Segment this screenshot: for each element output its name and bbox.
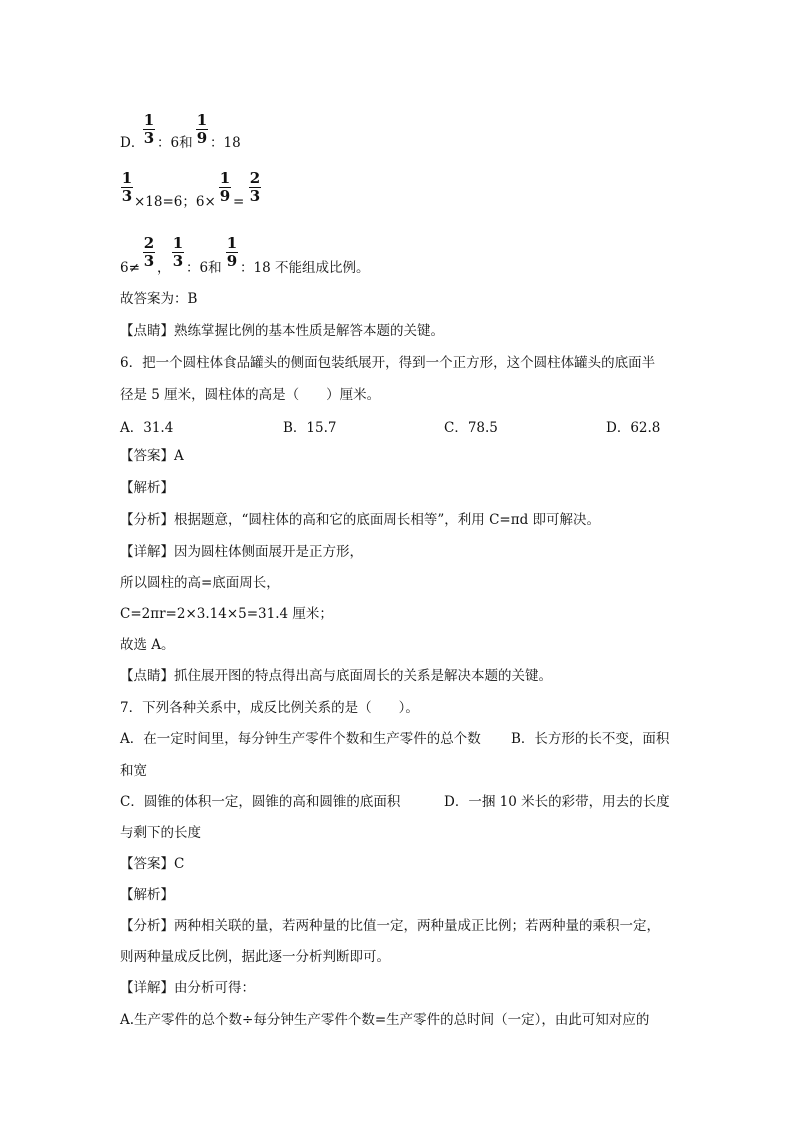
neq-text: ， — [157, 260, 171, 276]
option-c: C．圆锥的体积一定，圆锥的高和圆锥的底面积 — [120, 794, 401, 810]
option-b-cont: 和宽 — [120, 763, 147, 779]
ratio-text: ：6和 — [157, 135, 193, 151]
analysis-line: 【分析】根据题意，“圆柱体的高和它的底面周长相等”，利用 C=πd 即可解决。 — [120, 512, 601, 528]
option-c: C．78.5 — [444, 420, 498, 436]
detail-line: A.生产零件的总个数÷每分钟生产零件个数=生产零件的总时间（一定），由此可知对应的 — [120, 1012, 650, 1028]
tip-line: 【点睛】熟练掌握比例的基本性质是解答本题的关键。 — [120, 323, 444, 339]
answer-line: 故答案为：B — [120, 291, 198, 307]
neq-text: ：6和 — [186, 260, 222, 276]
fraction-two-thirds: 2 3 — [249, 169, 261, 205]
answer-line: 【答案】C — [120, 856, 185, 872]
detail-line: C=2πr=2×3.14×5=31.4 厘米； — [120, 606, 333, 622]
question-6-text: 径是 5 厘米，圆柱体的高是（ ）厘米。 — [120, 387, 381, 403]
option-d: D．一捆 10 米长的彩带，用去的长度 — [444, 794, 670, 810]
option-b: B．15.7 — [283, 420, 337, 436]
answer-line: 【答案】A — [120, 448, 184, 464]
calc-text: = — [233, 194, 245, 210]
detail-line: 所以圆柱的高=底面周长， — [120, 575, 280, 591]
fraction-one-third: 1 3 — [121, 169, 133, 205]
analysis-heading: 【解析】 — [120, 480, 174, 496]
option-a: A．在一定时间里，每分钟生产零件个数和生产零件的总个数 — [120, 731, 481, 747]
fraction-one-third: 1 3 — [172, 234, 184, 270]
option-d-label: D． — [120, 135, 145, 151]
neq-text: ：18 不能组成比例。 — [240, 260, 370, 276]
option-b: B．长方形的长不变，面积 — [511, 731, 670, 747]
tip-line: 【点睛】抓住展开图的特点得出高与底面周长的关系是解决本题的关键。 — [120, 668, 552, 684]
detail-line: 故选 A。 — [120, 637, 175, 653]
question-6-text: 6．把一个圆柱体食品罐头的侧面包装纸展开，得到一个正方形，这个圆柱体罐头的底面半 — [120, 355, 656, 371]
fraction-one-ninth: 1 9 — [226, 234, 238, 270]
detail-line: 【详解】由分析可得： — [120, 980, 255, 996]
ratio-text: ：18 — [210, 135, 241, 151]
detail-line: 【详解】因为圆柱体侧面展开是正方形， — [120, 544, 363, 560]
fraction-one-ninth: 1 9 — [196, 111, 208, 147]
analysis-line: 则两种量成反比例，据此逐一分析判断即可。 — [120, 949, 390, 965]
question-7-text: 7．下列各种关系中，成反比例关系的是（ ）。 — [120, 700, 419, 716]
fraction-one-ninth: 1 9 — [219, 169, 231, 205]
analysis-heading: 【解析】 — [120, 887, 174, 903]
calc-text: ×18=6；6× — [134, 194, 216, 210]
option-d: D．62.8 — [606, 420, 661, 436]
analysis-line: 【分析】两种相关联的量，若两种量的比值一定，两种量成正比例；若两种量的乘积一定， — [120, 918, 660, 934]
fraction-two-thirds: 2 3 — [143, 234, 155, 270]
option-d-cont: 与剩下的长度 — [120, 825, 201, 841]
fraction-one-third: 1 3 — [143, 111, 155, 147]
neq-text: 6≠ — [120, 260, 140, 276]
option-a: A．31.4 — [120, 420, 174, 436]
